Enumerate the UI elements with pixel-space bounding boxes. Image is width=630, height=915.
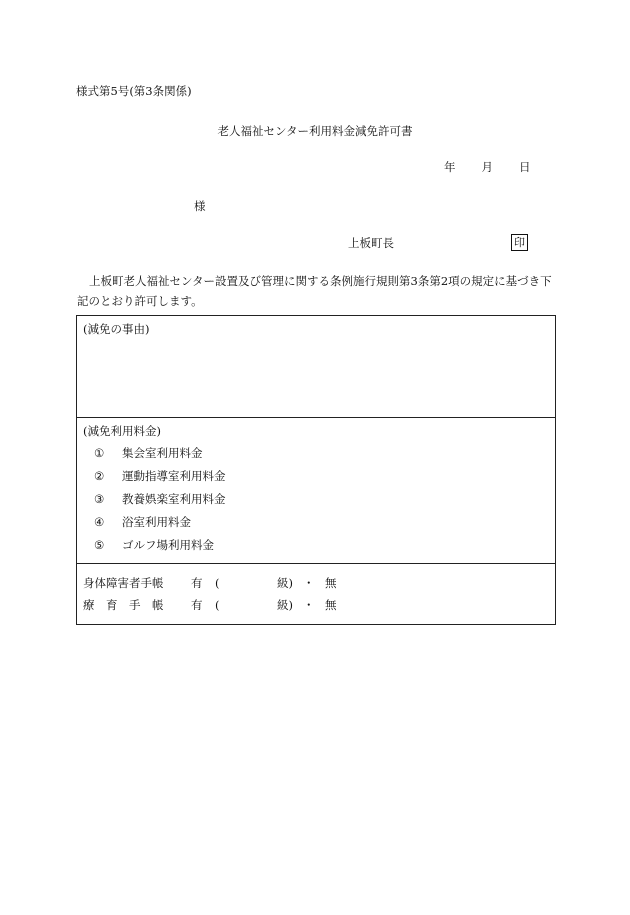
fee-item-label: ゴルフ場利用料金 bbox=[122, 538, 214, 552]
fee-item bbox=[94, 469, 226, 484]
date-day-label: 日 bbox=[519, 160, 531, 174]
certificate-section bbox=[77, 564, 555, 626]
form-table bbox=[76, 315, 556, 625]
fee-item-label: 集会室利用料金 bbox=[122, 446, 203, 460]
certificate-none: 無 bbox=[325, 576, 337, 590]
certificate-label: 身体障害者手帳 bbox=[83, 576, 164, 590]
fee-item-number: ③ bbox=[94, 492, 105, 506]
fee-item-number: ④ bbox=[94, 515, 105, 529]
fee-item-number: ⑤ bbox=[94, 538, 105, 552]
fee-item-number: ② bbox=[94, 469, 105, 483]
form-number: 様式第5号(第3条関係) bbox=[76, 84, 192, 98]
fee-item bbox=[94, 446, 203, 461]
fee-item bbox=[94, 492, 226, 507]
approval-statement: 上板町老人福祉センター設置及び管理に関する条例施行規則第3条第2項の規定に基づき下記のとおり許可します。 bbox=[77, 274, 552, 308]
fee-item bbox=[94, 538, 214, 553]
reason-section bbox=[77, 316, 555, 418]
fee-item bbox=[94, 515, 191, 530]
date-month-label: 月 bbox=[481, 160, 493, 174]
fees-heading: (減免利用料金) bbox=[83, 424, 161, 438]
date-line bbox=[444, 160, 531, 175]
fee-item-label: 運動指導室利用料金 bbox=[122, 469, 226, 483]
seal-mark: 印 bbox=[511, 234, 528, 251]
certificate-label: 療 育 手 帳 bbox=[83, 598, 164, 612]
document-title bbox=[0, 124, 630, 139]
fee-item-number: ① bbox=[94, 446, 105, 460]
date-year-label: 年 bbox=[444, 160, 456, 174]
fees-section bbox=[77, 418, 555, 564]
fee-item-label: 教養娯楽室利用料金 bbox=[122, 492, 226, 506]
certificate-has: 有 bbox=[191, 598, 203, 612]
certificate-dot: ・ bbox=[303, 576, 315, 590]
fee-item-label: 浴室利用料金 bbox=[122, 515, 191, 529]
certificate-none: 無 bbox=[325, 598, 337, 612]
certificate-paren-open: ( bbox=[215, 598, 220, 612]
document-title-text: 老人福祉センター利用料金減免許可書 bbox=[217, 124, 413, 138]
certificate-grade: 級) bbox=[277, 576, 293, 590]
certificate-paren-open: ( bbox=[215, 576, 220, 590]
certificate-has: 有 bbox=[191, 576, 203, 590]
certificate-grade: 級) bbox=[277, 598, 293, 612]
addressee-suffix: 様 bbox=[194, 199, 206, 213]
reason-heading: (減免の事由) bbox=[83, 322, 150, 336]
issuer-name: 上板町長 bbox=[348, 236, 394, 250]
certificate-dot: ・ bbox=[303, 598, 315, 612]
